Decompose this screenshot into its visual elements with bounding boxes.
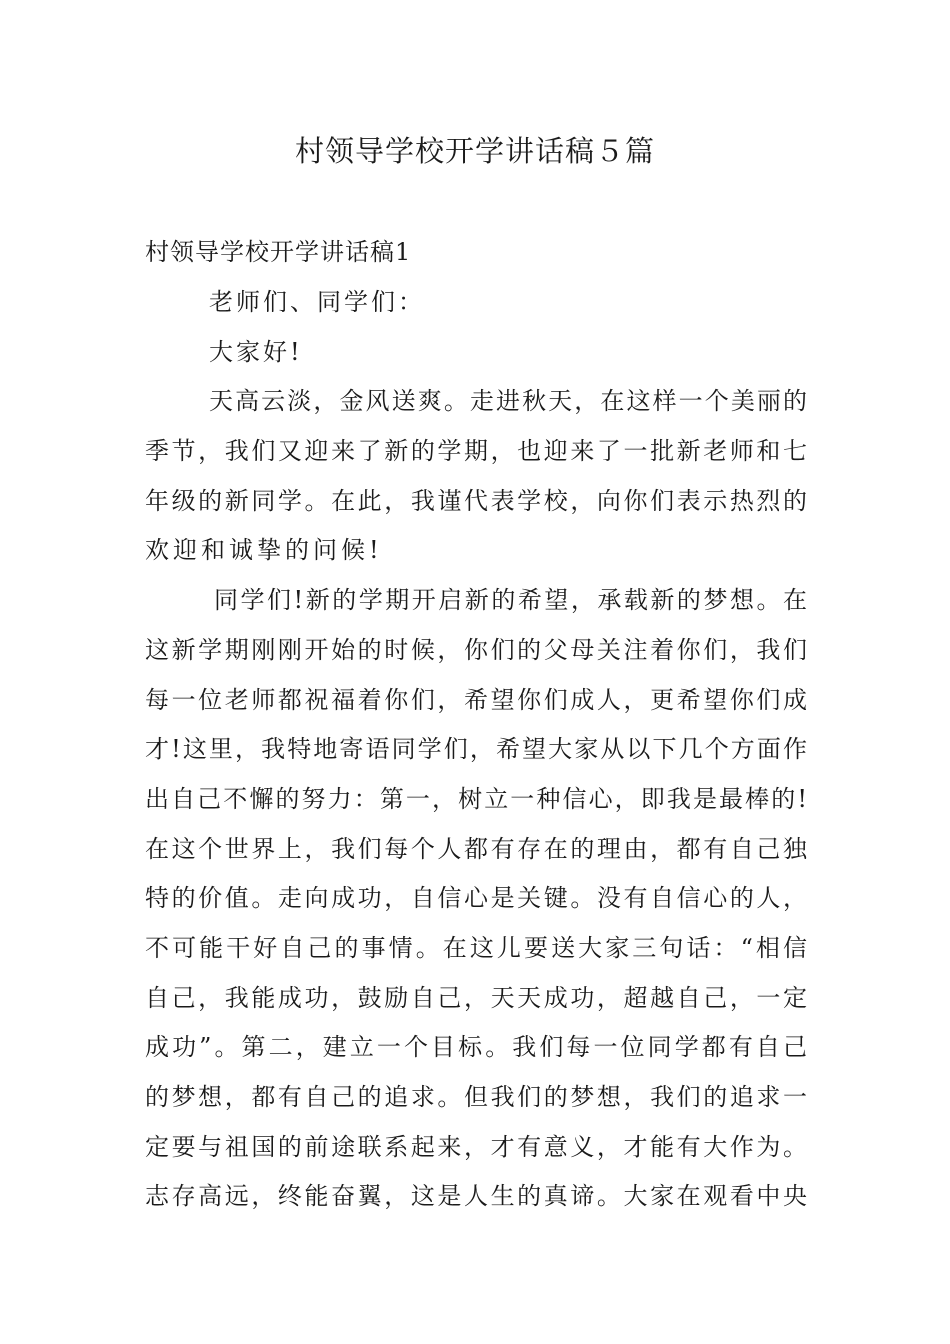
paragraph-line: 志存高远，终能奋翼，这是人生的真谛。大家在观看中央 <box>145 1182 807 1210</box>
paragraph-line: 自己，我能成功，鼓励自己，天天成功，超越自己，一定 <box>145 984 807 1012</box>
paragraph-line: 年级的新同学。在此，我谨代表学校，向你们表示热烈的 <box>145 487 807 515</box>
paragraph-line: 的梦想，都有自己的追求。但我们的梦想，我们的追求一 <box>145 1083 807 1111</box>
salutation-line: 老师们、同学们： <box>209 288 425 316</box>
document-title: 村领导学校开学讲话稿５篇 <box>294 134 655 168</box>
paragraph-line: 出自己不懈的努力：第一，树立一种信心，即我是最棒的! <box>145 785 807 813</box>
paragraph-line: 天高云淡，金风送爽。走进秋天，在这样一个美丽的 <box>209 387 807 415</box>
greeting-line: 大家好! <box>209 338 303 366</box>
paragraph-line: 成功”。第二，建立一个目标。我们每一位同学都有自己 <box>145 1033 807 1061</box>
paragraph-line: 定要与祖国的前途联系起来，才有意义，才能有大作为。 <box>145 1133 807 1161</box>
paragraph-line: 在这个世界上，我们每个人都有存在的理由，都有自己独 <box>145 835 807 863</box>
paragraph-line: 这新学期刚刚开始的时候，你们的父母关注着你们，我们 <box>145 636 807 664</box>
section-heading: 村领导学校开学讲话稿1 <box>145 238 412 266</box>
paragraph-line: 同学们!新的学期开启新的希望，承载新的梦想。在 <box>214 586 807 614</box>
paragraph-line: 每一位老师都祝福着你们，希望你们成人，更希望你们成 <box>145 686 807 714</box>
paragraph-line: 欢迎和诚挚的问候! <box>145 536 383 564</box>
paragraph-line: 季节，我们又迎来了新的学期，也迎来了一批新老师和七 <box>145 437 807 465</box>
paragraph-line: 不可能干好自己的事情。在这儿要送大家三句话：“相信 <box>145 934 807 962</box>
paragraph-line: 才!这里，我特地寄语同学们，希望大家从以下几个方面作 <box>145 735 807 763</box>
paragraph-line: 特的价值。走向成功，自信心是关键。没有自信心的人， <box>145 884 807 912</box>
